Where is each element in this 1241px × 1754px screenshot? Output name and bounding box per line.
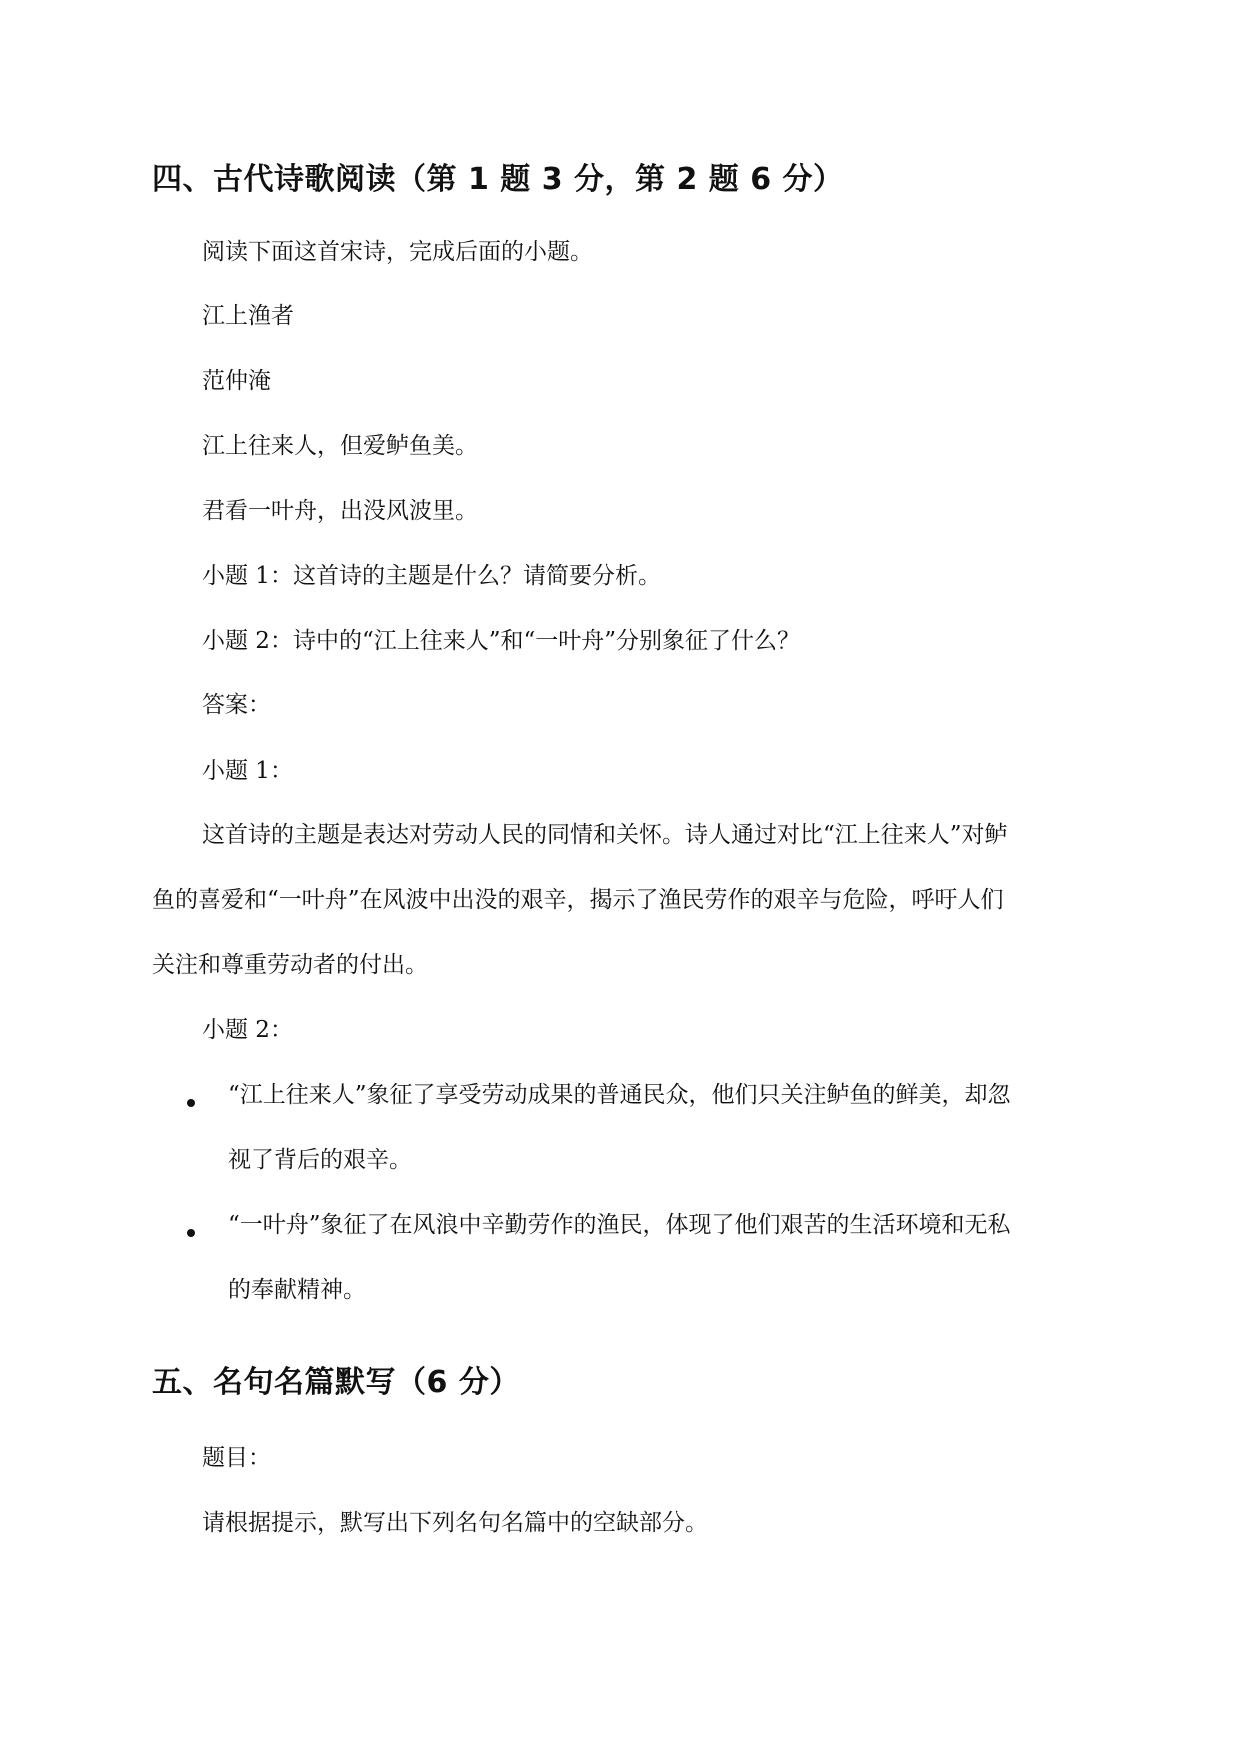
poem-author: 范仲淹 bbox=[202, 368, 271, 394]
answer-2-bullet-2-line-2: 的奉献精神。 bbox=[228, 1277, 366, 1303]
bullet-icon bbox=[187, 1229, 195, 1237]
answer-2-label: 小题 2： bbox=[202, 1017, 293, 1043]
poem-line-1: 江上往来人，但爱鲈鱼美。 bbox=[202, 433, 478, 459]
section-5-instruction: 请根据提示，默写出下列名句名篇中的空缺部分。 bbox=[202, 1510, 708, 1536]
answer-2-bullet-2-line-1: “一叶舟”象征了在风浪中辛勤劳作的渔民，体现了他们艰苦的生活环境和无私 bbox=[228, 1212, 1011, 1238]
topic-label: 题目： bbox=[202, 1445, 271, 1471]
section-4-intro: 阅读下面这首宋诗，完成后面的小题。 bbox=[202, 239, 593, 265]
poem-line-2: 君看一叶舟，出没风波里。 bbox=[202, 498, 478, 524]
answer-2-bullet-1-line-2: 视了背后的艰辛。 bbox=[228, 1147, 412, 1173]
answer-2-bullet-1-line-1: “江上往来人”象征了享受劳动成果的普通民众，他们只关注鲈鱼的鲜美，却忽 bbox=[228, 1082, 1011, 1108]
answer-1-line-3: 关注和尊重劳动者的付出。 bbox=[152, 952, 428, 978]
question-1: 小题 1：这首诗的主题是什么？请简要分析。 bbox=[202, 563, 661, 589]
section-4-heading: 四、古代诗歌阅读（第 1 题 3 分，第 2 题 6 分） bbox=[152, 162, 844, 197]
question-2: 小题 2：诗中的“江上往来人”和“一叶舟”分别象征了什么？ bbox=[202, 628, 800, 654]
answer-1-line-2: 鱼的喜爱和“一叶舟”在风波中出没的艰辛，揭示了渔民劳作的艰辛与危险，呼吁人们 bbox=[152, 887, 1004, 913]
answer-1-label: 小题 1： bbox=[202, 758, 293, 784]
section-5-heading: 五、名句名篇默写（6 分） bbox=[152, 1365, 520, 1400]
poem-title: 江上渔者 bbox=[202, 303, 294, 329]
answer-label: 答案： bbox=[202, 692, 271, 718]
answer-1-line-1: 这首诗的主题是表达对劳动人民的同情和关怀。诗人通过对比“江上往来人”对鲈 bbox=[202, 822, 1008, 848]
bullet-icon bbox=[187, 1099, 195, 1107]
